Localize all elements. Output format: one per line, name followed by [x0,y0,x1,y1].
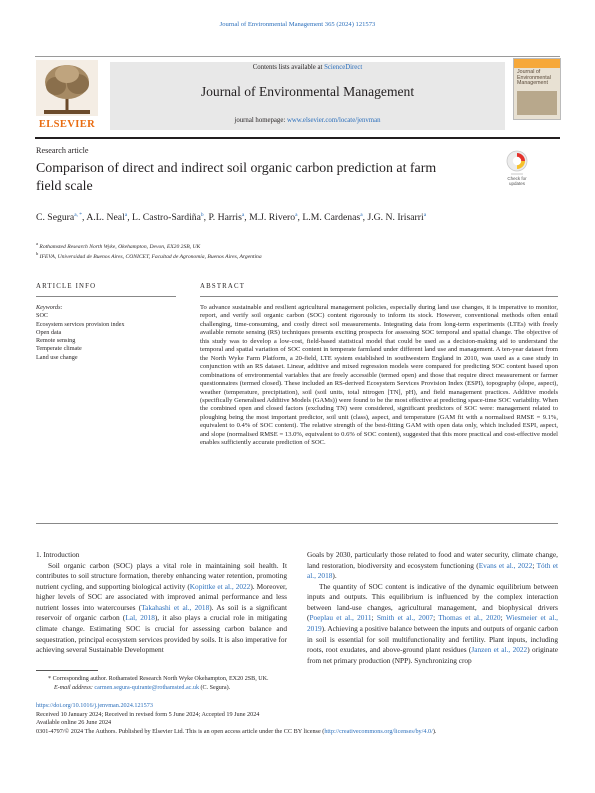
journal-name: Journal of Environmental Management [200,84,415,99]
keyword: Remote sensing [36,337,76,345]
citation-link[interactable]: Janzen et al., 2022 [471,645,528,655]
abstract-heading: ABSTRACT [200,283,558,297]
body-paragraph: Soil organic carbon (SOC) plays a vital role in maintaining soil health. It contributes to soil structure formation, thereby enhancing water retention, promoting nutrient cycling, and supporting biological activity (Kopittke et al., 2022). Moreover, higher levels of SOC are associated with improved animal performance and less nutrient losses into watercourses (Takahashi et al., 2018). As soil is a significant reservoir of organic carbon (Lal, 2018), it also plays a crucial role in mitigating climate change. Estimating SOC is crucial for assessing carbon balance and sequestration, principal ecosystem services provided by soils. It is also imperative for achieving several Sustainable Development [36,560,288,655]
corresponding-author-note: * Corresponding author. Rothamsted Research North Wyke Okehampton, EX20 2SB, UK. [48,676,269,682]
email-link[interactable]: carmen.segura-quirante@rothamsted.ac.uk [94,684,199,691]
article-type: Research article [36,146,89,155]
citation-link[interactable]: Smith et al., 2007 [376,613,434,623]
doi-link[interactable]: https://doi.org/10.1016/j.jenvman.2024.121573 [36,702,153,709]
cover-title-line: Environmental [517,74,551,81]
body-column-left [36,550,287,656]
cover-image [517,91,557,115]
cover-title-line: Management [517,80,548,87]
journal-reference[interactable]: Journal of Environmental Management 365 (2024) 121573 [219,21,376,28]
citation-link[interactable]: Tóth et al., 2018 [307,560,558,581]
cover-title-line: Journal of [517,69,541,75]
author[interactable]: L. Castro-Sardiña$^b$ [132,212,204,223]
author[interactable]: P. Harris$^a$ [208,212,245,223]
check-for-updates-icon[interactable] [506,150,528,176]
abstract-divider [36,523,558,524]
homepage-prefix: journal homepage: [234,117,287,124]
homepage-line [110,117,505,124]
sciencedirect-link[interactable]: ScienceDirect [324,64,363,71]
author[interactable]: A.L. Neal$^a$ [86,212,128,223]
keyword: Land use change [36,353,78,361]
license-line: 0301-4797/© 2024 The Authors. Published by Elsevier Ltd. This is an open access article under the CC BY license (http://creativecommons.org/licenses/by/4.0/). [36,728,437,736]
article-title [36,160,496,195]
body-paragraph: Goals by 2030, particularly those related to food and water security, climate change, land restoration, biodiversity and ecosystem functioning (Evans et al., 2022; Tóth et al., 2018). [307,550,558,581]
footnote-divider [36,670,98,671]
keywords-block [36,304,186,362]
affiliation: $^a$ Rothamsted Research North Wyke, Okehampton, Devon, EX20 2SB, UK [36,241,201,250]
affiliation: $^b$ IFEVA, Universidad de Buenos Aires, CONICET, Facultad de Agronomía, Buenos Aires, Argentina [36,251,262,260]
journal-cover-thumbnail[interactable] [513,58,561,120]
email-line: E-mail address: carmen.segura-quirante@rothamsted.ac.uk (C. Segura). [54,684,231,691]
footnote [48,675,548,692]
keywords-title: Keywords: [36,304,63,311]
author[interactable]: C. Segura$^{a, *}$ [36,212,83,223]
available-online: Available online 26 June 2024 [36,719,112,727]
badge-text-line: Check for [507,176,527,181]
elsevier-wordmark: ELSEVIER [38,119,96,130]
body-paragraph: The quantity of SOC content is indicative of the dynamic equilibrium between inputs and outputs. This equilibrium is influenced by the complex interaction between land-use changes, agricultural management, and biophysical drivers (Poeplau et al., 2011; Smith et al., 2007; Thomas et al., 2020; Wiesmeier et al., 2019). Achieving a positive balance between the inputs and outputs of organic carbon in soil is essential for soil multifunctionality and fertility. Plant inputs, including roots, root exudates, and above-ground plant residues (Janzen et al., 2022) originate from net primary production (NPP). Synchronizing crop [307,581,559,665]
keyword: SOC [36,312,49,320]
citation-link[interactable]: Takahashi et al., 2018 [141,602,210,612]
citation-link[interactable]: Wiesmeier et al., 2019 [307,613,559,633]
citation-link[interactable]: Kopittke et al., 2022 [189,581,251,591]
section-heading: 1. Introduction [36,550,80,559]
body-column-right [307,550,558,666]
citation-link[interactable]: Evans et al., 2022 [478,560,533,570]
received-dates: Received 10 January 2024; Received in revised form 5 June 2024; Accepted 19 June 2024 [36,710,260,718]
cover-title [517,70,557,87]
author[interactable]: M.J. Rivero$^a$ [249,212,298,223]
license-link[interactable]: http://creativecommons.org/licenses/by/4.0/ [324,728,433,736]
citation-link[interactable]: Lal, 2018 [125,613,155,623]
article-info-heading: ARTICLE INFO [36,283,176,297]
abstract-text: To advance sustainable and resilient agricultural management policies, especially during land use changes, it is imperative to monitor, report, and verify soil organic carbon (SOC) content rigorously to inform its stock. However, conventional methods often entail challenging, time-consuming, and costly direct soil measurements. Integrating data from long-term experiments (LTEs) with freely available remote sensing (RS) techniques presents exciting prospects for assessing SOC temporal and spatial change. The objective of this study was to develop a low-cost, field-based statistical model that could be used as a decision-making aid to understand the temporal and spatial variation of SOC content in temperate farmland under different land use and management. A ten-year dataset from the North Wyke Farm Platform, a 20-field, LTE system established in southwestern England in 2010, was used as a case study in conjunction with an RS dataset. Linear, additive and mixed regression models were compared for predicting SOC content based upon combinations of environmental variables that are freely accessible (termed open) and those that require direct measurement or farmer questionnaires (termed closed). These included an RS-derived Ecosystem Services Provision Index (ESPI), topography (slope, aspect), weather (temperature, precipitation), soil (soil units, total nitrogen [TN], pH), and field management practices. Additive models (specifically Generalised Additive Models (GAMs)) were found to be the most effective at predicting space-time SOC variability. When the combined open and closed factors (excluding TN) were considered, significant predictors of SOC were: management related to ploughing being the most important predictor, soil unit (class), aspect, and temperature (GAM fit with a normalised RMSE = 9.1%, equivalent to 0.4% of SOC content). The relative strength of the best-fitting GAM with open data only, which included ESPI, aspect, and slope (normalised RMSE = 13.0%, equivalent to 0.6% of SOC content), suggested that this more practical and cost-effective model enables sufficiently accurate prediction of SOC. [200,304,558,447]
article-title-line: Comparison of direct and indirect soil organic carbon prediction at farm [36,161,437,176]
citation-link[interactable]: Thomas et al., 2020 [438,613,501,623]
homepage-link[interactable]: www.elsevier.com/locate/jenvman [286,117,381,124]
author[interactable]: L.M. Cardenas$^a$ [302,212,363,223]
check-for-updates-label[interactable] [499,177,535,187]
contents-prefix: Contents lists available at [252,64,325,71]
publication-info [36,702,561,737]
cover-band [514,59,560,68]
keyword: Ecosystem services provision index [36,320,125,328]
author[interactable]: J.G. N. Irisarri$^a$ [367,212,427,223]
author-list: C. Segura$^{a, *}$, A.L. Neal$^a$, L. Castro-Sardiña$^b$, P. Harris$^a$, M.J. Rivero$^a$, L.M. Cardenas$^a$, J.G. N. Irisarri$^a$ [36,212,427,223]
citation-link[interactable]: Poeplau et al., 2011 [309,613,372,623]
contents-line [110,64,505,71]
keyword: Open data [36,328,62,336]
article-title-line: field scale [36,178,93,194]
badge-text-line: updates [508,180,525,186]
keyword: Temperate climate [36,345,82,353]
